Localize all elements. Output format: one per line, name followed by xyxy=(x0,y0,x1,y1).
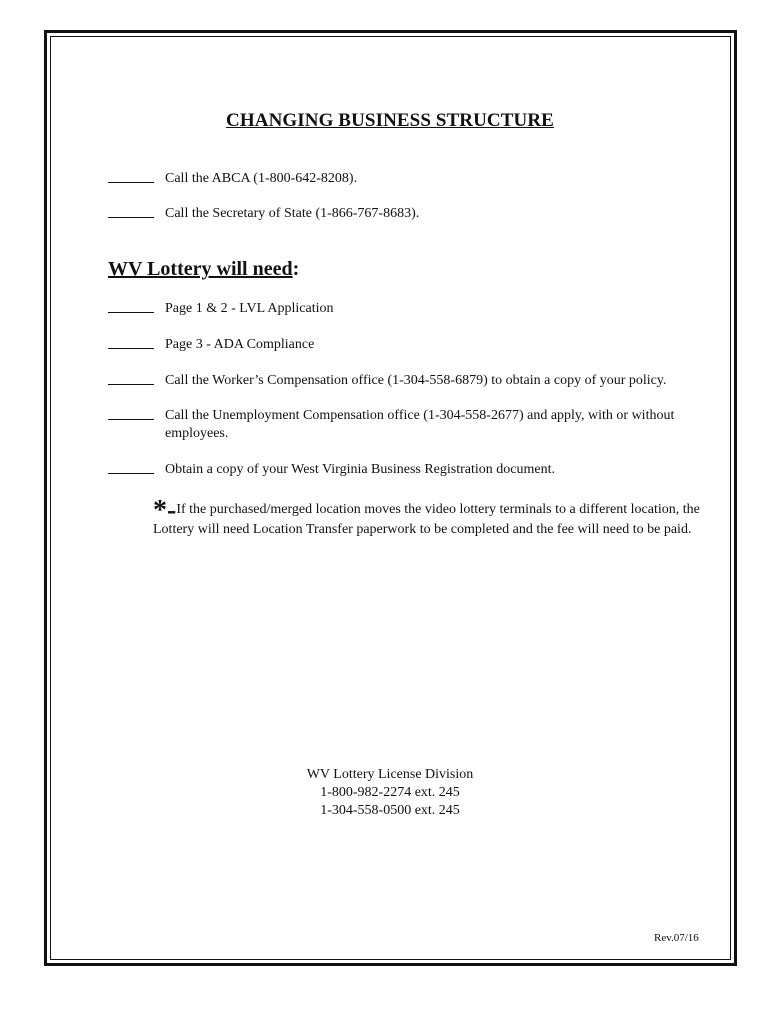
location-transfer-note xyxy=(153,495,723,540)
section-heading-text: WV Lottery will need xyxy=(108,258,293,280)
checklist-item-unemployment-compensation xyxy=(108,407,685,443)
checkbox-blank-line[interactable] xyxy=(108,461,154,474)
document-title: CHANGING BUSINESS STRUCTURE xyxy=(226,110,554,131)
checkbox-blank-line[interactable] xyxy=(108,336,154,349)
section-heading-colon: : xyxy=(292,258,300,280)
note-text: If the purchased/merged location moves the video lottery terminals to a different location, the Lottery will need Location Transfer paperwork to be completed and the fee will need to be paid. xyxy=(153,502,700,537)
checklist-item-text: Call the Unemployment Compensation office (1-304-558-2677) and apply, with or without employees. xyxy=(165,408,675,441)
checklist-item-text: Call the Secretary of State (1-866-767-8683). xyxy=(165,206,420,221)
checkbox-blank-line[interactable] xyxy=(108,372,154,385)
contact-block xyxy=(0,766,770,820)
checklist-item-ada-compliance xyxy=(108,336,725,354)
note-asterisk-marker: *- xyxy=(153,495,177,526)
contact-phone-local: 1-304-558-0500 ext. 245 xyxy=(320,803,460,818)
checklist-item-text: Call the ABCA (1-800-642-8208). xyxy=(165,171,358,186)
checkbox-blank-line[interactable] xyxy=(108,300,154,313)
checklist-item-text: Obtain a copy of your West Virginia Business Registration document. xyxy=(165,462,555,477)
checklist-item-workers-compensation xyxy=(108,372,725,390)
checkbox-blank-line[interactable] xyxy=(108,170,154,183)
revision-label: Rev.07/16 xyxy=(654,932,699,944)
checklist-item-text: Page 3 - ADA Compliance xyxy=(165,337,315,352)
checkbox-blank-line[interactable] xyxy=(108,205,154,218)
checklist-item-lvl-application xyxy=(108,300,725,318)
contact-division: WV Lottery License Division xyxy=(306,767,474,782)
checklist-item-business-registration xyxy=(108,461,725,479)
checklist-item-abca xyxy=(108,170,725,188)
section-heading xyxy=(108,258,299,281)
checkbox-blank-line[interactable] xyxy=(108,407,154,420)
checklist-item-text: Call the Worker’s Compensation office (1-304-558-6879) to obtain a copy of your policy. xyxy=(165,373,667,388)
checklist-item-text: Page 1 & 2 - LVL Application xyxy=(165,301,334,316)
contact-phone-toll-free: 1-800-982-2274 ext. 245 xyxy=(320,785,460,800)
checklist-item-secretary-of-state xyxy=(108,205,725,223)
